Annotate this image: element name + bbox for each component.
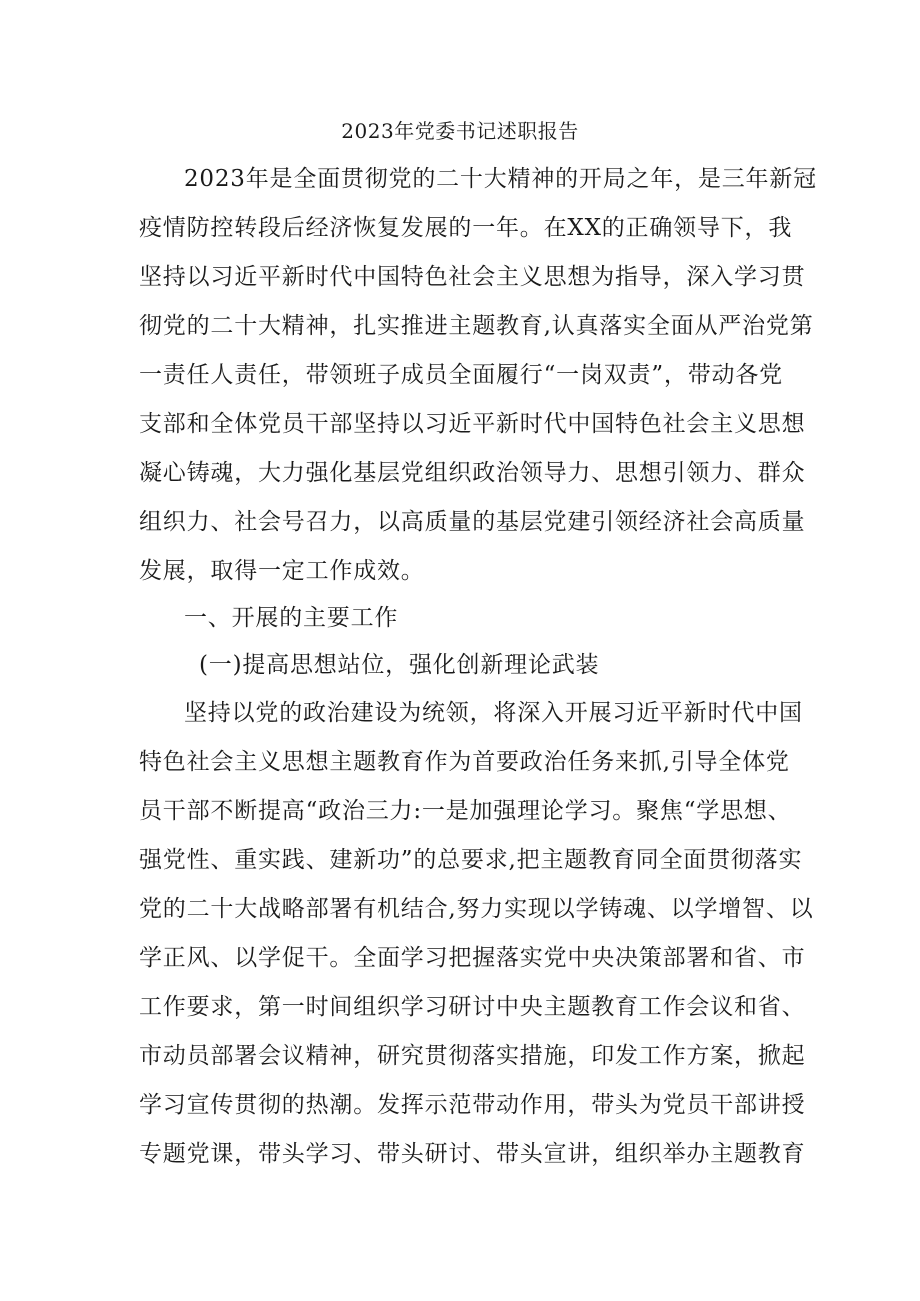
paragraph-line: 凝心铸魂，大力强化基层党组织政治领导力、思想引领力、群众 — [139, 460, 806, 486]
paragraph-line: 工作要求，第一时间组织学习研讨中央主题教育工作会议和省、 — [139, 994, 806, 1020]
paragraph-line: 2023年是全面贯彻党的二十大精神的开局之年，是三年新冠 — [184, 166, 817, 192]
paragraph-line: 发展，取得一定工作成效。 — [139, 558, 425, 584]
paragraph-line: 一责任人责任，带领班子成员全面履行“一岗双责”，带动各党 — [139, 362, 783, 388]
paragraph-line: 学正风、以学促干。全面学习把握落实党中央决策部署和省、市 — [139, 945, 806, 971]
paragraph-line: 员干部不断提高“政治三力:一是加强理论学习。聚焦“学思想、 — [139, 798, 792, 824]
section-heading: 一、开展的主要工作 — [184, 605, 399, 631]
paragraph-line: 学习宣传贯彻的热潮。发挥示范带动作用，带头为党员干部讲授 — [139, 1092, 806, 1118]
paragraph-line: 支部和全体党员干部坚持以习近平新时代中国特色社会主义思想 — [139, 411, 806, 437]
paragraph-line: 特色社会主义思想主题教育作为首要政治任务来抓,引导全体党 — [139, 749, 790, 775]
paragraph-line: 坚持以党的政治建设为统领，将深入开展习近平新时代中国 — [184, 700, 803, 726]
paragraph-line: 强党性、重实践、建新功”的总要求,把主题教育同全面贯彻落实 — [139, 847, 803, 873]
paragraph-line: 组织力、社会号召力，以高质量的基层党建引领经济社会高质量 — [139, 509, 806, 535]
paragraph-line: 专题党课，带头学习、带头研讨、带头宣讲，组织举办主题教育 — [139, 1141, 806, 1167]
paragraph-line: 坚持以习近平新时代中国特色社会主义思想为指导，深入学习贯 — [139, 264, 806, 290]
paragraph-line: 疫情防控转段后经济恢复发展的一年。在XX的正确领导下，我 — [139, 215, 793, 241]
paragraph-line: 彻党的二十大精神，扎实推进主题教育,认真落实全面从严治党第 — [139, 313, 814, 339]
paragraph-line: 党的二十大战略部署有机结合,努力实现以学铸魂、以学增智、以 — [139, 896, 814, 922]
subsection-heading: (一)提高思想站位，强化创新理论武装 — [199, 652, 600, 678]
paragraph-line: 市动员部署会议精神，研究贯彻落实措施，印发工作方案，掀起 — [139, 1043, 806, 1069]
document-title: 2023年党委书记述职报告 — [341, 119, 579, 143]
